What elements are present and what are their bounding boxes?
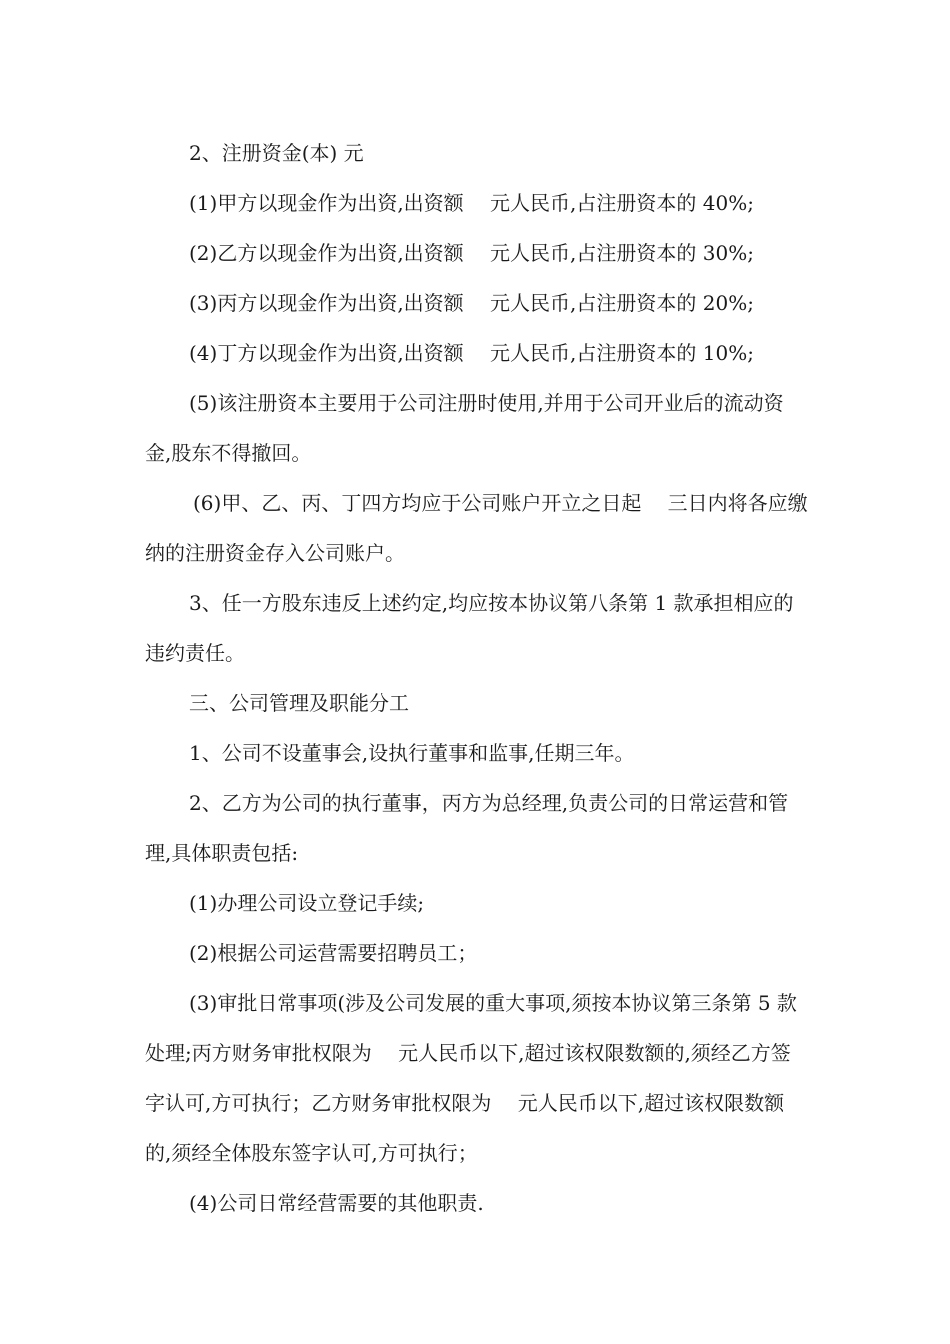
list-item-other-duties: (4)公司日常经营需要的其他职责. [189, 1191, 484, 1215]
paragraph-capital-usage: (5)该注册资本主要用于公司注册时使用,并用于公司开业后的流动资金,股东不得撤回。 [145, 391, 784, 465]
paragraph-breach-liability: 3、任一方股东违反上述约定,均应按本协议第八条第 1 款承担相应的违约责任。 [145, 591, 794, 665]
section-heading-management: 三、公司管理及职能分工 [189, 691, 409, 715]
paragraph-party-b-contribution: (2)乙方以现金作为出资,出资额 元人民币,占注册资本的 30%; [189, 241, 754, 265]
paragraph-registered-capital: 2、注册资金(本) 元 [189, 141, 364, 165]
paragraph-deposit-deadline: (6)甲、乙、丙、丁四方均应于公司账户开立之日起 三日内将各应缴纳的注册资金存入公司账户。 [145, 491, 808, 565]
paragraph-party-d-contribution: (4)丁方以现金作为出资,出资额 元人民币,占注册资本的 10%; [189, 341, 754, 365]
paragraph-executive-director: 2、乙方为公司的执行董事，丙方为总经理,负责公司的日常运营和管理,具体职责包括: [145, 791, 789, 865]
list-item-recruitment: (2)根据公司运营需要招聘员工； [189, 941, 478, 965]
paragraph-party-a-contribution: (1)甲方以现金作为出资,出资额 元人民币,占注册资本的 40%; [189, 191, 754, 215]
paragraph-party-c-contribution: (3)丙方以现金作为出资,出资额 元人民币,占注册资本的 20%; [189, 291, 754, 315]
list-item-approval-authority: (3)审批日常事项(涉及公司发展的重大事项,须按本协议第三条第 5 款处理;丙方财务审批权限为 元人民币以下,超过该权限数额的,须经乙方签字认可,方可执行；乙方财务审批权限为 元人民币以下,超过该权限数额的,须经全体股东签字认可,方可执行； [145, 991, 797, 1165]
paragraph-no-board: 1、公司不设董事会,设执行董事和监事,任期三年。 [189, 741, 635, 765]
list-item-registration: (1)办理公司设立登记手续; [189, 891, 425, 915]
document-body [145, 128, 810, 1228]
